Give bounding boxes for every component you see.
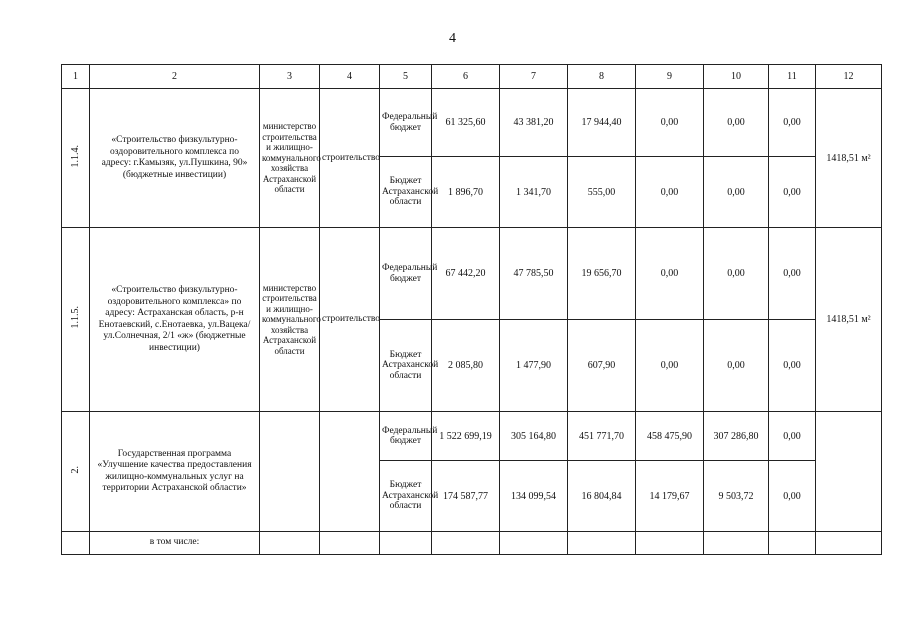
cell-v8: 555,00	[568, 157, 636, 228]
row-source: Федеральный бюджет	[380, 412, 432, 461]
table-row	[62, 228, 882, 320]
empty-cell	[380, 532, 432, 555]
col-header: 4	[320, 65, 380, 89]
col-header: 3	[260, 65, 320, 89]
cell-v10: 0,00	[704, 320, 769, 412]
cell-v7: 305 164,80	[500, 412, 568, 461]
row-type: строительство	[320, 89, 380, 228]
cell-v7: 1 477,90	[500, 320, 568, 412]
table-row	[62, 412, 882, 461]
table-row	[62, 532, 882, 555]
cell-v10: 307 286,80	[704, 412, 769, 461]
col-header: 10	[704, 65, 769, 89]
row-result: 1418,51 м²	[816, 89, 882, 228]
cell-v8: 17 944,40	[568, 89, 636, 157]
cell-v9: 458 475,90	[636, 412, 704, 461]
empty-cell	[320, 532, 380, 555]
cell-v7: 1 341,70	[500, 157, 568, 228]
cell-v8: 19 656,70	[568, 228, 636, 320]
cell-v9: 0,00	[636, 228, 704, 320]
col-header: 8	[568, 65, 636, 89]
col-header: 2	[90, 65, 260, 89]
row-source: Бюджет Астраханской области	[380, 461, 432, 532]
including-label: в том числе:	[90, 532, 260, 555]
cell-v6: 61 325,60	[432, 89, 500, 157]
cell-v11: 0,00	[769, 320, 816, 412]
cell-v10: 9 503,72	[704, 461, 769, 532]
empty-cell	[769, 532, 816, 555]
row-name: «Строительство физкультурно-оздоровительного комплекса» по адресу: Астраханская область, р-н Енотаевский, с.Енотаевка, ул.Вацека/ул.Солнечная, 2/1 «ж» (бюджетные инвестиции)	[90, 228, 260, 412]
row-code: 1.1.4.	[70, 144, 81, 168]
table-row	[62, 89, 882, 157]
row-source: Бюджет Астраханской области	[380, 157, 432, 228]
row-code-cell	[62, 412, 90, 532]
empty-cell	[704, 532, 769, 555]
row-type: строительство	[320, 228, 380, 412]
row-name: «Строительство физкультурно-оздоровительного комплекса по адресу: г.Камызяк, ул.Пушкина, 90» (бюджетные инвестиции)	[90, 89, 260, 228]
col-header: 1	[62, 65, 90, 89]
col-header: 12	[816, 65, 882, 89]
cell-v7: 134 099,54	[500, 461, 568, 532]
cell-v8: 451 771,70	[568, 412, 636, 461]
empty-cell	[260, 532, 320, 555]
budget-table	[61, 64, 882, 555]
col-header: 9	[636, 65, 704, 89]
cell-v6: 67 442,20	[432, 228, 500, 320]
cell-v10: 0,00	[704, 157, 769, 228]
row-source: Бюджет Астраханской области	[380, 320, 432, 412]
header-row	[62, 65, 882, 89]
empty-cell	[568, 532, 636, 555]
cell-v7: 43 381,20	[500, 89, 568, 157]
cell-v6: 2 085,80	[432, 320, 500, 412]
row-code-cell	[62, 89, 90, 228]
empty-cell	[432, 532, 500, 555]
cell-v8: 16 804,84	[568, 461, 636, 532]
row-result: 1418,51 м²	[816, 228, 882, 412]
cell-v6: 1 522 699,19	[432, 412, 500, 461]
row-code-cell	[62, 228, 90, 412]
empty-cell	[500, 532, 568, 555]
cell-v9: 0,00	[636, 320, 704, 412]
cell-v11: 0,00	[769, 412, 816, 461]
cell-v9: 0,00	[636, 89, 704, 157]
cell-v11: 0,00	[769, 228, 816, 320]
col-header: 6	[432, 65, 500, 89]
empty-cell	[636, 532, 704, 555]
cell-v11: 0,00	[769, 157, 816, 228]
col-header: 11	[769, 65, 816, 89]
row-result	[816, 412, 882, 532]
row-org: министерство строительства и жилищно-коммунального хозяйства Астраханской области	[260, 89, 320, 228]
cell-v10: 0,00	[704, 228, 769, 320]
page-number: 4	[449, 31, 456, 46]
row-code: 1.1.5.	[70, 306, 81, 329]
cell-v11: 0,00	[769, 461, 816, 532]
col-header: 7	[500, 65, 568, 89]
row-source: Федеральный бюджет	[380, 89, 432, 157]
cell-v8: 607,90	[568, 320, 636, 412]
cell-v6: 174 587,77	[432, 461, 500, 532]
row-org	[260, 412, 320, 532]
row-name: Государственная программа «Улучшение качества предоставления жилищно-коммунальных услуг на территории Астраханской области»	[90, 412, 260, 532]
cell-v10: 0,00	[704, 89, 769, 157]
cell-v9: 0,00	[636, 157, 704, 228]
cell-v7: 47 785,50	[500, 228, 568, 320]
cell-v11: 0,00	[769, 89, 816, 157]
row-code: 2.	[70, 465, 81, 474]
row-source: Федеральный бюджет	[380, 228, 432, 320]
empty-cell	[816, 532, 882, 555]
row-org: министерство строительства и жилищно-коммунального хозяйства Астраханской области	[260, 228, 320, 412]
cell-v6: 1 896,70	[432, 157, 500, 228]
cell-v9: 14 179,67	[636, 461, 704, 532]
col-header: 5	[380, 65, 432, 89]
row-type	[320, 412, 380, 532]
empty-cell	[62, 532, 90, 555]
